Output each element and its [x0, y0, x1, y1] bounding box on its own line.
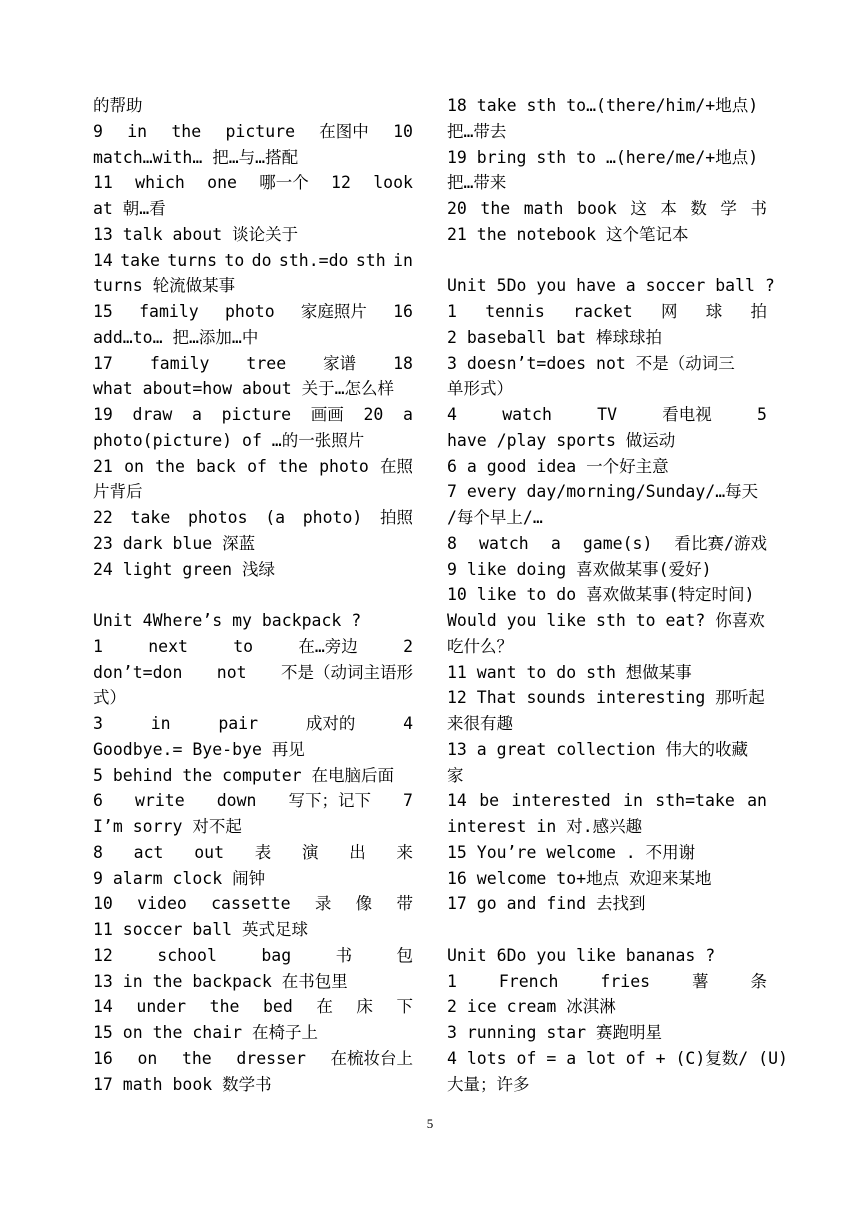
text-line: 18 take sth to…(there/him/+地点) [447, 96, 759, 115]
blank-line [447, 917, 767, 943]
blank-line [93, 582, 413, 608]
word: 看比赛/游戏 [674, 533, 767, 553]
text-line: 把…带来 [447, 173, 507, 193]
word: 1 [447, 971, 457, 991]
text-line: 6 a good idea 一个好主意 [447, 456, 669, 476]
word: on [124, 456, 144, 476]
word: be [479, 791, 500, 811]
word: 7 [403, 791, 413, 811]
text-line: 17 math book 数学书 [93, 1074, 272, 1094]
text-line [93, 1046, 413, 1072]
text-line: 7 every day/morning/Sunday/…每天 [447, 482, 759, 502]
word: cassette [211, 894, 291, 914]
text-line: 13 talk about 谈论关于 [93, 224, 299, 244]
word: watch [502, 405, 552, 424]
text-line: 来很有趣 [447, 714, 513, 733]
word: 9 [93, 121, 103, 141]
word: 书 [750, 199, 767, 218]
word: to [233, 636, 254, 656]
text-line: 16 welcome to+地点 欢迎来某地 [447, 868, 712, 888]
text-line: 单形式） [447, 379, 513, 399]
word: 本 [660, 199, 677, 218]
text-line: 13 a great collection 伟大的收藏 [447, 739, 749, 759]
word: 表 [254, 842, 272, 862]
word: 写下；记下 [288, 791, 371, 811]
text-line: 17 go and find 去找到 [447, 894, 646, 914]
word: 20 [447, 199, 467, 218]
word: 15 [93, 302, 113, 321]
word: 5 [757, 405, 767, 424]
word: 2 [403, 636, 413, 656]
word: 10 [393, 121, 413, 141]
word: (a [265, 508, 286, 527]
text-line: 的帮助 [93, 96, 143, 115]
blank-line [447, 248, 767, 274]
word: the [480, 199, 511, 218]
word: 4 [447, 405, 457, 424]
text-line: 2 baseball bat 棒球球拍 [447, 327, 663, 347]
word: 网 [660, 302, 678, 321]
word: a [550, 533, 561, 553]
text-line: 式） [93, 688, 126, 708]
text-line: 3 doesn’t=does not 不是（动词三 [447, 353, 735, 373]
word: 家谱 [323, 353, 357, 373]
word: game(s) [582, 533, 653, 553]
word: 哪一个 [259, 173, 309, 193]
word: don’t=don [93, 662, 183, 682]
word: 8 [447, 533, 457, 553]
word: 12 [93, 945, 113, 965]
text-line: turns 轮流做某事 [93, 276, 236, 296]
text-line: 21 the notebook 这个笔记本 [447, 224, 689, 244]
word: watch [479, 533, 529, 553]
text-line: photo(picture) of …的一张照片 [93, 430, 365, 450]
word: 21 [93, 456, 113, 476]
word: the [209, 997, 240, 1017]
word: sth.=do [278, 250, 349, 270]
word: 床 [356, 997, 373, 1017]
word: fries [600, 971, 651, 991]
word: bag [261, 945, 292, 965]
word: down [216, 791, 257, 811]
word: school [157, 945, 217, 965]
text-line: Unit 4Where’s my backpack ? [93, 611, 362, 630]
word: racket [573, 302, 633, 321]
word: 拍照 [380, 508, 413, 527]
word: 球 [705, 302, 723, 321]
word: 3 [93, 714, 103, 733]
word: 下 [396, 997, 413, 1017]
word: 演 [302, 842, 319, 862]
word: 学 [720, 199, 737, 218]
text-line: 3 running star 赛跑明星 [447, 1023, 663, 1042]
word: 出 [349, 842, 366, 862]
word: a [191, 405, 202, 424]
word: 在图中 [319, 121, 369, 141]
word: in [393, 250, 413, 270]
word: in [127, 121, 148, 141]
word: 来 [396, 842, 413, 862]
word: turns [167, 250, 218, 270]
word: family [139, 302, 199, 321]
word: pair [218, 714, 259, 733]
word: 6 [93, 791, 103, 811]
word: 16 [393, 302, 413, 321]
right-column [447, 93, 788, 1097]
word: 家庭照片 [300, 302, 367, 321]
word: in [623, 791, 643, 811]
text-line [93, 299, 413, 325]
word: 成对的 [305, 714, 356, 733]
word: French [498, 971, 559, 991]
word: photo [319, 456, 369, 476]
text-line [447, 969, 767, 995]
word: 录 [314, 894, 332, 914]
text-line: interest in 对.感兴趣 [447, 817, 643, 836]
word: 16 [93, 1048, 113, 1068]
text-line [93, 634, 413, 660]
text-line: 15 on the chair 在椅子上 [93, 1023, 318, 1042]
text-line: 5 behind the computer 在电脑后面 [93, 765, 395, 785]
word: the [181, 1048, 212, 1068]
text-line: 10 like to do 喜欢做某事(特定时间) [447, 585, 755, 605]
word: 19 [93, 405, 113, 424]
word: sth [355, 250, 386, 270]
word: 14 [93, 250, 113, 270]
word: dresser [236, 1048, 306, 1068]
word: 1 [447, 302, 457, 321]
text-line [447, 788, 767, 814]
word: do [251, 250, 272, 270]
word: not [216, 662, 247, 682]
word: interested [511, 791, 611, 811]
word: which [135, 173, 185, 193]
text-line [93, 840, 413, 866]
word: of [247, 456, 267, 476]
text-line: 11 soccer ball 英式足球 [93, 920, 309, 939]
word: 在 [316, 997, 333, 1017]
text-line [447, 299, 767, 325]
page-number: 5 [426, 1116, 434, 1131]
word: family [149, 353, 210, 373]
word: the [278, 456, 308, 476]
word: next [148, 636, 188, 656]
word: 1 [93, 636, 103, 656]
text-line: 11 want to do sth 想做某事 [447, 662, 692, 682]
text-line: have /play sports 做运动 [447, 430, 676, 450]
text-line: Unit 5Do you have a soccer ball ? [447, 276, 775, 296]
word: 不是（动词主语形 [281, 662, 413, 682]
text-line: 24 light green 浅绿 [93, 559, 276, 579]
word: photo) [302, 508, 363, 527]
word: book [577, 199, 617, 218]
word: 在…旁边 [298, 636, 358, 656]
word: 20 [363, 405, 384, 424]
text-line: at 朝…看 [93, 199, 166, 218]
text-line: 片背后 [93, 482, 143, 502]
word: picture [225, 121, 296, 141]
word: 在梳妆台上 [330, 1048, 413, 1068]
word: math [523, 199, 564, 218]
text-line: I’m sorry 对不起 [93, 817, 242, 836]
word: out [194, 842, 225, 862]
text-line: 19 bring sth to …(here/me/+地点) [447, 147, 759, 167]
word: take [120, 250, 160, 270]
text-line: 4 lots of = a lot of + (C)复数/ (U) [447, 1048, 788, 1068]
text-line [93, 119, 413, 145]
word: 包 [396, 945, 413, 965]
text-line: Would you like sth to eat? 你喜欢 [447, 611, 765, 630]
word: under [136, 997, 187, 1017]
word: photos [187, 508, 248, 527]
text-line: 大量；许多 [447, 1074, 530, 1094]
text-line [93, 402, 413, 428]
text-line: 把…带去 [447, 121, 507, 141]
text-line: /每个早上/… [447, 508, 543, 527]
word: the [155, 456, 185, 476]
word: 4 [403, 714, 413, 733]
text-line: 15 You’re welcome . 不用谢 [447, 842, 696, 862]
word: picture [221, 405, 292, 424]
word: a [403, 405, 413, 424]
word: bed [263, 997, 293, 1017]
word: photo [224, 302, 275, 321]
text-line [93, 943, 413, 969]
word: 22 [93, 508, 113, 527]
word: 带 [396, 894, 413, 914]
word: 10 [93, 894, 113, 914]
word: 这 [630, 199, 647, 218]
word: write [134, 791, 185, 811]
word: draw [132, 405, 173, 424]
word: 12 [331, 173, 351, 193]
word: an [747, 791, 767, 811]
word: video [137, 894, 187, 914]
word: 数 [690, 199, 707, 218]
text-line [93, 711, 413, 737]
word: 条 [750, 971, 767, 991]
word: 18 [393, 353, 413, 373]
text-line: 2 ice cream 冰淇淋 [447, 997, 616, 1017]
word: 拍 [750, 302, 767, 321]
word: tennis [485, 302, 545, 321]
word: tree [246, 353, 287, 373]
word: take [130, 508, 171, 527]
text-line [93, 170, 413, 196]
text-line [93, 248, 413, 274]
word: TV [597, 405, 618, 424]
word: back [196, 456, 236, 476]
text-line: match…with… 把…与…搭配 [93, 147, 299, 167]
word: one [207, 173, 237, 193]
text-line [93, 454, 413, 480]
text-line: Goodbye.= Bye-bye 再见 [93, 739, 305, 759]
text-line: 家 [447, 765, 464, 785]
text-line: what about=how about 关于…怎么样 [93, 379, 395, 399]
text-line: 9 like doing 喜欢做某事(爱好) [447, 559, 712, 579]
text-line [93, 660, 413, 686]
text-line: 12 That sounds interesting 那听起 [447, 688, 765, 708]
word: 在照 [379, 456, 413, 476]
text-line: 9 alarm clock 闹钟 [93, 868, 266, 888]
text-line [93, 505, 413, 531]
text-line: 23 dark blue 深蓝 [93, 533, 256, 553]
word: sth=take [655, 791, 735, 811]
word: 8 [93, 842, 103, 862]
text-line: Unit 6Do you like bananas ? [447, 945, 716, 965]
word: the [171, 121, 202, 141]
word: 14 [447, 791, 467, 811]
text-line [93, 994, 413, 1020]
word: 11 [93, 173, 113, 193]
word: in [150, 714, 171, 733]
word: on [137, 1048, 158, 1068]
word: to [224, 250, 245, 270]
text-line [93, 788, 413, 814]
text-line: 吃什么？ [447, 636, 513, 656]
word: 17 [93, 353, 113, 373]
text-line [447, 402, 767, 428]
word: 14 [93, 997, 113, 1017]
text-line [93, 351, 413, 377]
text-line: add…to… 把…添加…中 [93, 327, 259, 347]
text-line [447, 531, 767, 557]
word: 像 [355, 894, 373, 914]
word: 书 [335, 945, 353, 965]
text-line [447, 196, 767, 222]
text-line: 13 in the backpack 在书包里 [93, 971, 348, 991]
word: 看电视 [662, 405, 712, 424]
word: 画画 [310, 405, 344, 424]
word: act [133, 842, 164, 862]
word: look [373, 173, 413, 193]
left-column [93, 93, 413, 1097]
word: 薯 [692, 971, 709, 991]
text-line [93, 891, 413, 917]
